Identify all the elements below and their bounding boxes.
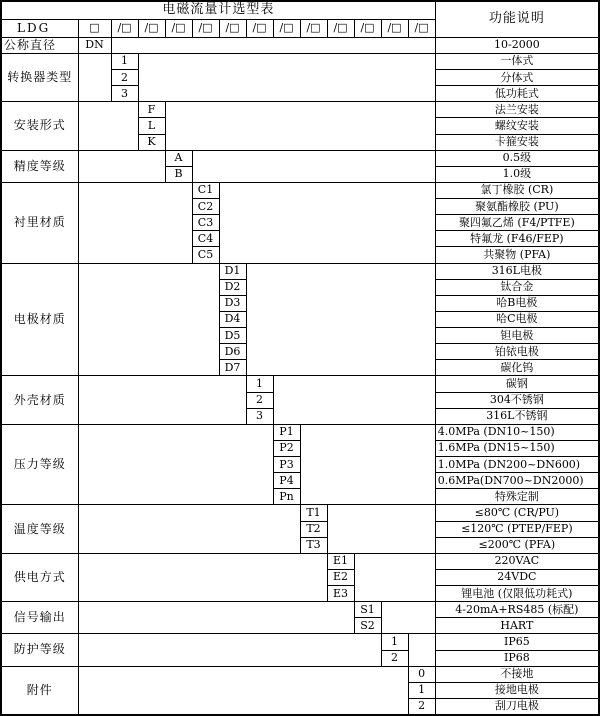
option-desc: 10-2000 — [435, 37, 599, 53]
spacer-cell — [354, 553, 435, 601]
option-code: 0 — [408, 666, 435, 682]
option-code: 3 — [111, 86, 138, 102]
option-code: L — [138, 118, 165, 134]
spacer-cell — [78, 424, 273, 505]
option-code: 2 — [381, 650, 408, 666]
option-code: Pn — [273, 489, 300, 505]
model-prefix: LDG — [1, 19, 78, 37]
option-code: B — [165, 166, 192, 182]
option-desc: 不接地 — [435, 666, 599, 682]
spacer-cell — [78, 666, 408, 715]
option-desc: 法兰安装 — [435, 102, 599, 118]
model-slot-box: /□ — [165, 19, 192, 37]
spacer-cell — [219, 182, 435, 263]
option-desc: 低功耗式 — [435, 86, 599, 102]
option-desc: 4.0MPa (DN10~150) — [435, 424, 599, 440]
option-code: D6 — [219, 344, 246, 360]
category-label: 供电方式 — [1, 553, 78, 601]
option-code: D5 — [219, 328, 246, 344]
spacer-cell — [246, 263, 435, 376]
spacer-cell — [192, 150, 435, 182]
model-slot-box: /□ — [246, 19, 273, 37]
spacer-cell — [78, 602, 354, 634]
option-code: D1 — [219, 263, 246, 279]
option-code: E2 — [327, 569, 354, 585]
dn-row — [1, 37, 599, 53]
spacer-cell — [408, 634, 435, 666]
function-column-header: 功能说明 — [435, 1, 599, 37]
option-desc: IP65 — [435, 634, 599, 650]
model-slot-box: /□ — [300, 19, 327, 37]
spacer-cell — [78, 505, 300, 553]
option-code: 1 — [408, 682, 435, 698]
option-code: E3 — [327, 586, 354, 602]
option-code: P4 — [273, 473, 300, 489]
option-desc: 0.5级 — [435, 150, 599, 166]
option-desc: 钛合金 — [435, 279, 599, 295]
spacer-cell — [78, 102, 138, 150]
option-code: C2 — [192, 199, 219, 215]
spacer-cell — [381, 602, 435, 634]
spacer-cell — [78, 553, 327, 601]
option-code: T3 — [300, 537, 327, 553]
option-desc: 一体式 — [435, 53, 599, 69]
option-desc: 锂电池 (仅限低功耗式) — [435, 586, 599, 602]
option-desc: ≤80℃ (CR/PU) — [435, 505, 599, 521]
option-code: 2 — [408, 698, 435, 715]
spacer-cell — [165, 102, 435, 150]
category-label: 衬里材质 — [1, 182, 78, 263]
option-desc: 24VDC — [435, 569, 599, 585]
option-desc: 220VAC — [435, 553, 599, 569]
category-label: 电极材质 — [1, 263, 78, 376]
model-slot-box: /□ — [354, 19, 381, 37]
option-desc: 0.6MPa(DN700~DN2000) — [435, 473, 599, 489]
option-desc: ≤120℃ (PTEP/FEP) — [435, 521, 599, 537]
option-code: C5 — [192, 247, 219, 263]
option-code: D2 — [219, 279, 246, 295]
option-code: K — [138, 134, 165, 150]
option-desc: 哈B电极 — [435, 295, 599, 311]
model-first-box: □ — [78, 19, 111, 37]
category-label: 压力等级 — [1, 424, 78, 505]
option-desc: 共聚物 (PFA) — [435, 247, 599, 263]
option-desc: HART — [435, 618, 599, 634]
option-desc: 聚四氟乙烯 (F4/PTFE) — [435, 215, 599, 231]
category-label: 附件 — [1, 666, 78, 715]
option-code: D3 — [219, 295, 246, 311]
option-desc: 分体式 — [435, 70, 599, 86]
spacer-cell — [78, 182, 192, 263]
option-desc: ≤200℃ (PFA) — [435, 537, 599, 553]
model-slot-box: /□ — [273, 19, 300, 37]
spacer-cell — [78, 150, 165, 182]
option-desc: 1.0MPa (DN200~DN600) — [435, 457, 599, 473]
option-code: C4 — [192, 231, 219, 247]
option-code: T1 — [300, 505, 327, 521]
model-slot-box: /□ — [138, 19, 165, 37]
option-desc: 螺纹安装 — [435, 118, 599, 134]
spacer-cell — [78, 53, 111, 101]
model-slot-box: /□ — [111, 19, 138, 37]
option-code: S2 — [354, 618, 381, 634]
option-desc: 钽电极 — [435, 328, 599, 344]
category-label: 外壳材质 — [1, 376, 78, 424]
option-desc: 316L不锈钢 — [435, 408, 599, 424]
category-label: 信号输出 — [1, 602, 78, 634]
model-slot-box: /□ — [408, 19, 435, 37]
option-desc: 4-20mA+RS485 (标配) — [435, 602, 599, 618]
spacer-cell — [78, 634, 381, 666]
option-desc: 碳钢 — [435, 376, 599, 392]
spacer-cell — [138, 53, 435, 101]
option-desc: 特氟龙 (F46/FEP) — [435, 231, 599, 247]
option-desc: 卡箍安装 — [435, 134, 599, 150]
option-code: C1 — [192, 182, 219, 198]
model-slot-box: /□ — [381, 19, 408, 37]
spacer-cell — [300, 424, 435, 505]
option-desc: 316L电极 — [435, 263, 599, 279]
option-code: 1 — [111, 53, 138, 69]
option-desc: 1.6MPa (DN15~150) — [435, 440, 599, 456]
option-desc: 1.0级 — [435, 166, 599, 182]
option-code: D7 — [219, 360, 246, 376]
category-label: 转换器类型 — [1, 53, 78, 101]
category-label: 安装形式 — [1, 102, 78, 150]
option-code: T2 — [300, 521, 327, 537]
option-code: F — [138, 102, 165, 118]
option-desc: 氯丁橡胶 (CR) — [435, 182, 599, 198]
spacer-cell — [111, 37, 435, 53]
spacer-cell — [327, 505, 435, 553]
option-desc: 哈C电极 — [435, 311, 599, 327]
category-label: 精度等级 — [1, 150, 78, 182]
option-desc: 聚氨酯橡胶 (PU) — [435, 199, 599, 215]
option-desc: 碳化钨 — [435, 360, 599, 376]
option-code: P3 — [273, 457, 300, 473]
option-code: E1 — [327, 553, 354, 569]
option-desc: 接地电极 — [435, 682, 599, 698]
model-slot-box: /□ — [327, 19, 354, 37]
option-desc: 304不锈钢 — [435, 392, 599, 408]
option-code: 2 — [111, 70, 138, 86]
table-title: 电磁流量计选型表 — [1, 1, 435, 19]
model-slot-box: /□ — [219, 19, 246, 37]
option-code: D4 — [219, 311, 246, 327]
option-code: P1 — [273, 424, 300, 440]
option-code: 1 — [246, 376, 273, 392]
option-code: 2 — [246, 392, 273, 408]
option-code: A — [165, 150, 192, 166]
dn-code: DN — [78, 37, 111, 53]
option-code: P2 — [273, 440, 300, 456]
model-slot-box: /□ — [192, 19, 219, 37]
spacer-cell — [273, 376, 435, 424]
option-desc: IP68 — [435, 650, 599, 666]
option-code: 1 — [381, 634, 408, 650]
spacer-cell — [78, 376, 246, 424]
option-desc: 刮刀电极 — [435, 698, 599, 715]
option-desc: 铂铱电极 — [435, 344, 599, 360]
category-label: 防护等级 — [1, 634, 78, 666]
category-label: 公称直径 — [1, 37, 78, 53]
option-code: 3 — [246, 408, 273, 424]
option-desc: 特殊定制 — [435, 489, 599, 505]
option-code: S1 — [354, 602, 381, 618]
spacer-cell — [78, 263, 219, 376]
option-code: C3 — [192, 215, 219, 231]
category-label: 温度等级 — [1, 505, 78, 553]
